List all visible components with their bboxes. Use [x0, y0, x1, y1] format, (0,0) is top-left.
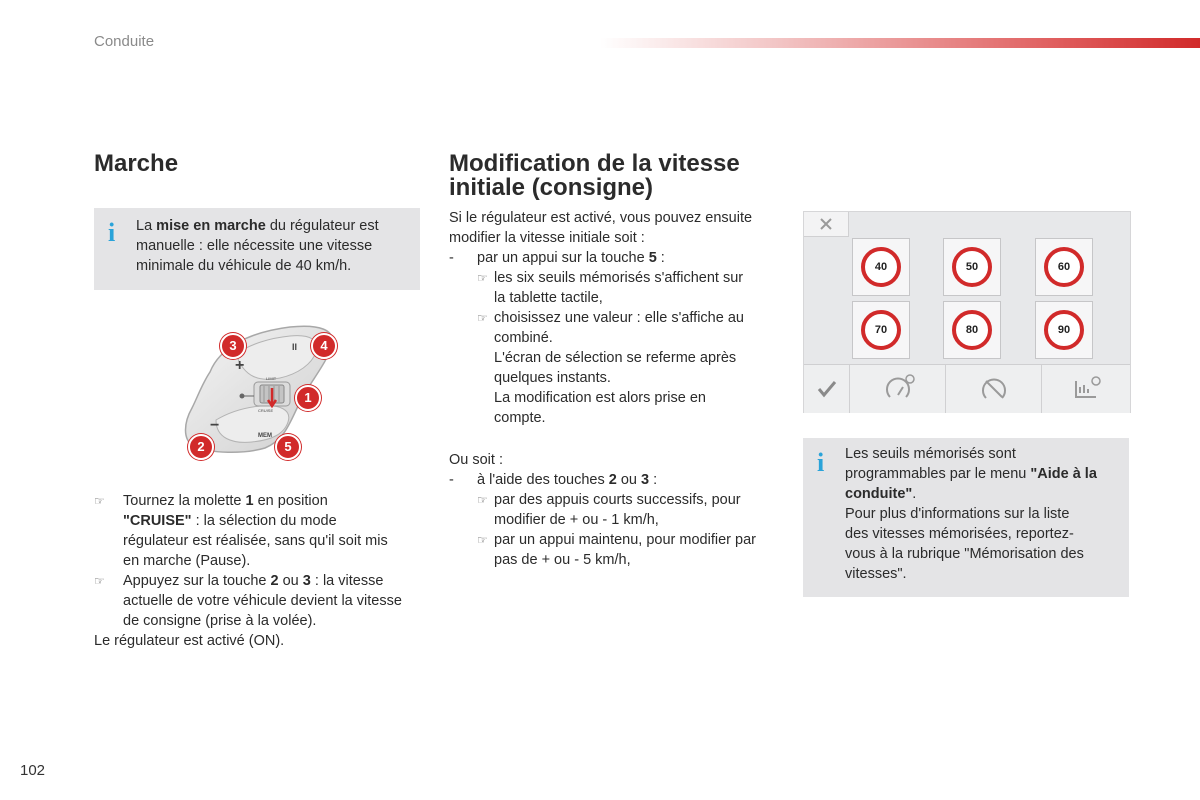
driving-aid-button[interactable]: [1042, 365, 1130, 413]
pointing-hand-icon: ☞: [94, 574, 105, 588]
speed-sign: 80: [952, 310, 992, 350]
pointing-hand-icon: ☞: [477, 493, 488, 507]
confirm-button[interactable]: [804, 365, 850, 413]
limit-label: LIMIT: [266, 376, 277, 381]
callout-4: 4: [311, 333, 337, 359]
bullet-item: ☞ Tournez la molette 1 en position "CRUISE" : la sélection du mode régulateur est réalisée, sans qu'il soit mis en marche (Pause).: [94, 493, 388, 569]
page-number: 102: [20, 762, 46, 779]
screen-bottom-bar: [804, 364, 1130, 413]
speed-sign: 70: [861, 310, 901, 350]
info-text-marche: La mise en marche du régulateur est manuelle : elle nécessite une vitesse minimale du véhicule de 40 km/h.: [136, 218, 379, 274]
speed-sign-button[interactable]: [943, 238, 1001, 296]
sub-bullet: ☞ par des appuis courts successifs, pour modifier de + ou - 1 km/h,: [477, 492, 741, 528]
activation-note: Le régulateur est activé (ON).: [94, 633, 285, 649]
info-box-marche: [94, 208, 420, 290]
close-button[interactable]: [804, 212, 849, 237]
callout-5: 5: [275, 434, 301, 460]
info-icon: i: [817, 448, 825, 477]
pointing-hand-icon: ☞: [477, 311, 488, 325]
callout-2: 2: [188, 434, 214, 460]
sub-bullet: ☞ par un appui maintenu, pour modifier par pas de + ou - 5 km/h,: [477, 532, 756, 568]
speed-limit-icon: [946, 365, 1041, 413]
header-accent-bar: [600, 38, 1200, 48]
speedometer-settings-icon: [850, 365, 945, 413]
info-icon: i: [108, 218, 116, 247]
pointing-hand-icon: ☞: [477, 533, 488, 547]
cruise-label: CRUISE: [258, 408, 274, 413]
speed-sign: 50: [952, 247, 992, 287]
pause-label: II: [292, 342, 298, 352]
close-icon: [804, 212, 848, 236]
check-icon: [804, 365, 849, 413]
title-modification: Modification de la vitesse initiale (consigne): [449, 150, 740, 201]
bullet-item: ☞ Appuyez sur la touche 2 ou 3 : la vitesse actuelle de votre véhicule devient la vitesse de consigne (prise à la volée).: [94, 573, 402, 629]
speed-sign: 40: [861, 247, 901, 287]
minus-label: −: [210, 417, 220, 434]
sub-bullet: ☞ les six seuils mémorisés s'affichent sur la tablette tactile,: [477, 270, 744, 306]
info-text-seuils: Les seuils mémorisés sont programmables par le menu "Aide à la conduite". Pour plus d'informations sur la liste des vitesses mémorisées, reportez- vous à la rubrique "Mémorisation des vitesses".: [845, 446, 1097, 582]
speed-sign-button[interactable]: [1035, 238, 1093, 296]
section-header: Conduite: [94, 33, 155, 50]
callout-1: 1: [295, 385, 321, 411]
speed-sign: 90: [1044, 310, 1084, 350]
cruise-control-button[interactable]: [850, 365, 946, 413]
middle-text: Si le régulateur est activé, vous pouvez ensuite modifier la vitesse initiale soit : - par un appui sur la touche 5 : ☞ les six seuils mémorisés s'affichent sur la tablette tactile, ☞ choisissez une valeur : elle s'affiche au combiné. L'écran de sélection se referme après quelques instants. La modification est alors prise en compte. Ou soit : - à l'aide des touches 2 ou 3 : ☞ par des appuis courts successifs, pour modifier de + ou - 1 km/h, ☞ par un appui maintenu, pour modifier par pas de + ou - 5 km/h,: [449, 208, 789, 570]
speed-sign-button[interactable]: [852, 301, 910, 359]
speed-limit-button[interactable]: [946, 365, 1042, 413]
speed-sign-button[interactable]: [943, 301, 1001, 359]
pointing-hand-icon: ☞: [94, 494, 105, 508]
callout-3: 3: [220, 333, 246, 359]
info-box-seuils: [803, 438, 1129, 597]
plus-label: +: [235, 357, 245, 374]
driving-aid-icon: [1042, 365, 1130, 413]
speed-sign-button[interactable]: [852, 238, 910, 296]
sub-bullet: ☞ choisissez une valeur : elle s'affiche au combiné. L'écran de sélection se referme après quelques instants. La modification est alors prise en compte.: [477, 310, 744, 426]
left-bullets: [94, 491, 429, 651]
title-marche: Marche: [94, 150, 179, 177]
speed-sign: 60: [1044, 247, 1084, 287]
pointing-hand-icon: ☞: [477, 271, 488, 285]
speed-sign-button[interactable]: [1035, 301, 1093, 359]
mem-label: MEM: [258, 433, 272, 439]
speed-selection-screen: [803, 211, 1131, 413]
